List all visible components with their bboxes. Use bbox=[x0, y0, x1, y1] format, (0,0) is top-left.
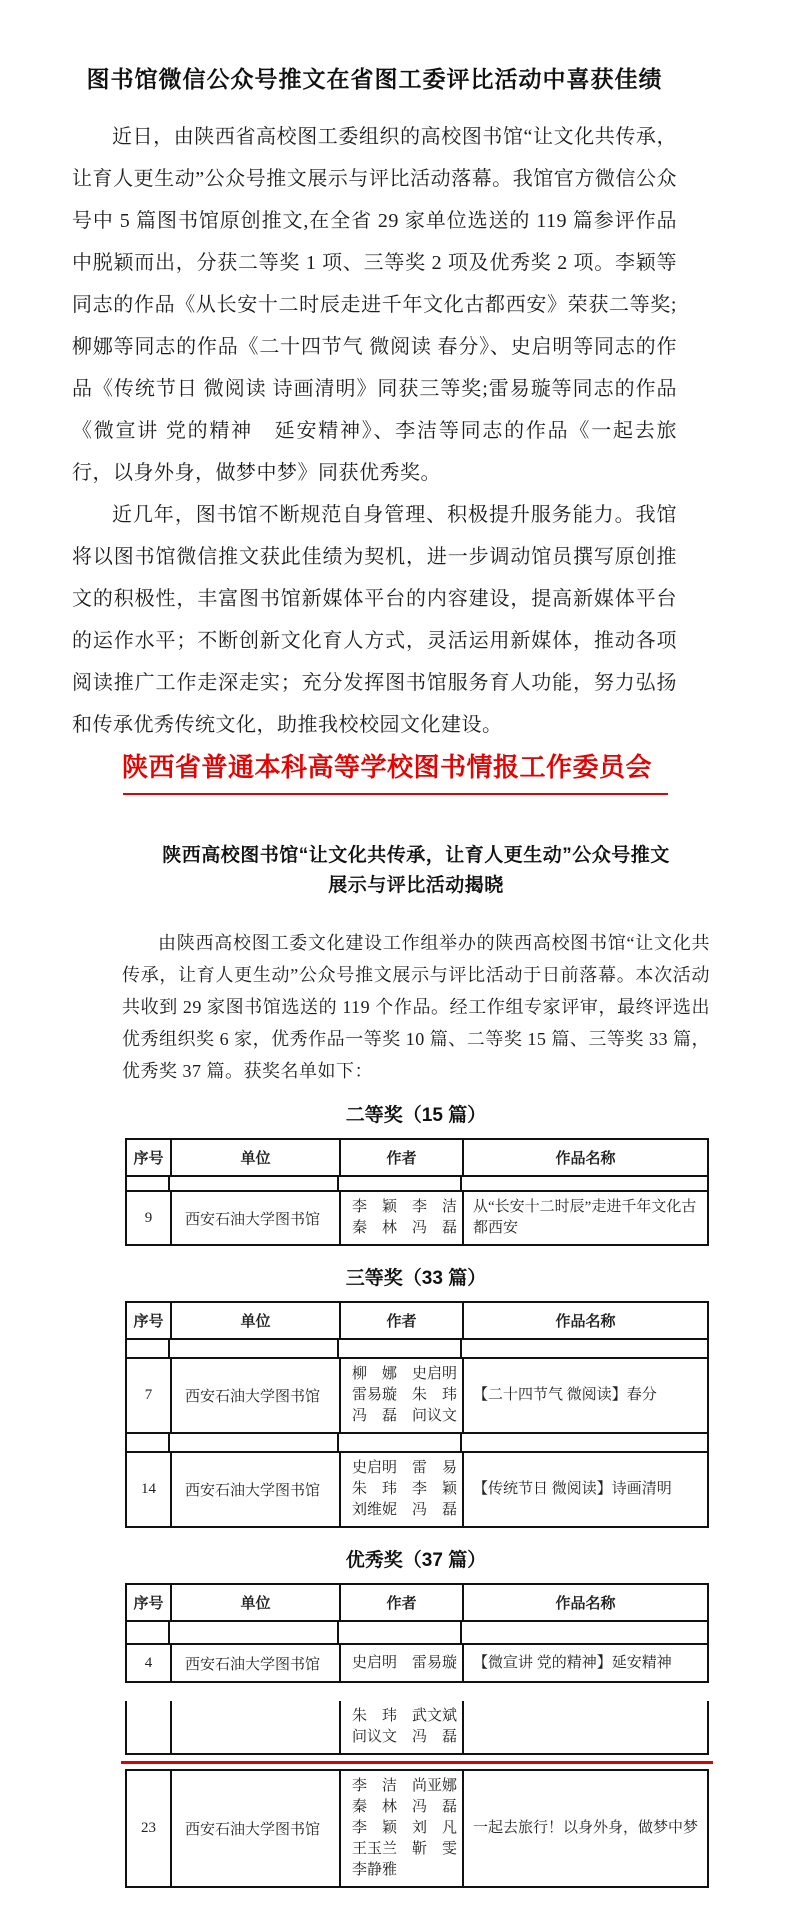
article-paragraph-2: 近几年，图书馆不断规范自身管理、积极提升服务能力。我馆将以图书馆微信推文获此佳绩为契机，进一步调动馆员撰写原创推文的积极性，丰富图书馆新媒体平台的内容建设，提高新媒体平台的运作水平；不断创新文化育人方式，灵活运用新媒体，推动各项阅读推广工作走深走实；充分发挥图书馆服务育人功能，努力弘扬和传承优秀传统文化，助推我校校园文化建设。 bbox=[72, 504, 677, 736]
awards-table-second-prize bbox=[125, 1138, 709, 1246]
col-header-work: 作品名称 bbox=[462, 1585, 707, 1620]
cell-serial: 14 bbox=[141, 1481, 156, 1497]
author-line: 刘维妮 冯 磊 bbox=[352, 1502, 458, 1518]
red-crop-line bbox=[121, 1761, 713, 1764]
author-line: 李 洁 尚亚娜 bbox=[352, 1778, 458, 1794]
cell-authors bbox=[339, 1701, 462, 1753]
announcement-article bbox=[122, 841, 710, 1888]
table-row bbox=[125, 1190, 709, 1246]
table-header-row bbox=[125, 1583, 709, 1622]
article-title: 图书馆微信公众号推文在省图工委评比活动中喜获佳绩 bbox=[86, 66, 663, 92]
author-line: 史启明 雷 易 bbox=[352, 1460, 458, 1476]
cell-unit: 西安石油大学图书馆 bbox=[170, 1359, 339, 1432]
cell-unit: 西安石油大学图书馆 bbox=[170, 1771, 339, 1886]
table-header-row bbox=[125, 1138, 709, 1177]
col-header-unit: 单位 bbox=[170, 1140, 339, 1175]
author-line: 李 颖 刘 凡 bbox=[352, 1820, 458, 1836]
cell-unit: 西安石油大学图书馆 bbox=[170, 1192, 339, 1244]
table-row bbox=[125, 1451, 709, 1528]
committee-signature: 陕西省普通本科高等学校图书情报工作委员会 bbox=[122, 752, 653, 782]
cell-unit: 西安石油大学图书馆 bbox=[170, 1453, 339, 1526]
author-line: 秦 林 冯 磊 bbox=[352, 1220, 458, 1236]
awards-table-excellence-prize bbox=[125, 1583, 709, 1888]
author-line: 秦 林 冯 磊 bbox=[352, 1799, 458, 1815]
table-crop-gap bbox=[125, 1622, 709, 1643]
author-line: 冯 磊 问议文 bbox=[352, 1408, 458, 1424]
col-header-unit: 单位 bbox=[170, 1585, 339, 1620]
cell-unit: 西安石油大学图书馆 bbox=[170, 1645, 339, 1681]
author-line: 朱 玮 武文斌 bbox=[352, 1708, 458, 1724]
red-divider-line bbox=[123, 793, 668, 795]
table-header-row bbox=[125, 1301, 709, 1340]
col-header-work: 作品名称 bbox=[462, 1140, 707, 1175]
announcement-intro: 由陕西高校图工委文化建设工作组举办的陕西高校图书馆“让文化共传承，让育人更生动”公众号推文展示与评比活动于日前落幕。本次活动共收到 29 家图书馆选送的 119 个作品。经工作组专家评审，最终评选出优秀组织奖 6 家，优秀作品一等奖 10 篇、二等奖 15 篇、三等奖 33 篇，优秀奖 37 篇。获奖名单如下： bbox=[122, 933, 710, 1081]
col-header-work: 作品名称 bbox=[462, 1303, 707, 1338]
article-paragraph-1: 近日，由陕西省高校图工委组织的高校图书馆“让文化共传承，让育人更生动”公众号推文展示与评比活动落幕。我馆官方微信公众号中 5 篇图书馆原创推文,在全省 29 家单位选送的 119 篇参评作品中脱颖而出，分获二等奖 1 项、三等奖 2 项及优秀奖 2 项。李颖等同志的作品《从长安十二时辰走进千年文化古都西安》荣获二等奖;柳娜等同志的作品《二十四节气 微阅读 春分》、史启明等同志的作品《传统节日 微阅读 诗画清明》同获三等奖;雷易璇等同志的作品《微宣讲 党的精神 延安精神》、李洁等同志的作品《一起去旅行，以身外身，做梦中梦》同获优秀奖。 bbox=[72, 126, 677, 484]
col-header-serial: 序号 bbox=[133, 1595, 164, 1612]
announcement-title bbox=[122, 841, 710, 901]
cell-work bbox=[462, 1192, 707, 1244]
col-header-author: 作者 bbox=[339, 1585, 462, 1620]
author-line: 李静雅 bbox=[352, 1862, 398, 1878]
award-heading-excellence-prize: 优秀奖（37 篇） bbox=[345, 1550, 487, 1571]
table-crop-gap bbox=[125, 1177, 709, 1190]
cell-work bbox=[462, 1701, 707, 1753]
cell-work bbox=[462, 1771, 707, 1886]
author-line: 雷易璇 朱 玮 bbox=[352, 1387, 458, 1403]
table-crop-gap bbox=[125, 1434, 709, 1451]
cell-serial: 4 bbox=[144, 1654, 153, 1671]
cell-authors bbox=[339, 1645, 462, 1681]
author-line: 柳 娜 史启明 bbox=[352, 1366, 458, 1382]
work-title: 从“长安十二时辰”走进千年文化古都西安 bbox=[473, 1199, 697, 1236]
cell-work bbox=[462, 1645, 707, 1681]
cell-authors bbox=[339, 1453, 462, 1526]
col-header-serial: 序号 bbox=[133, 1150, 164, 1167]
work-title: 【二十四节气 微阅读】春分 bbox=[473, 1387, 657, 1403]
award-heading-second-prize: 二等奖（15 篇） bbox=[345, 1105, 487, 1126]
awards-table-third-prize bbox=[125, 1301, 709, 1528]
cell-work bbox=[462, 1453, 707, 1526]
cell-serial bbox=[127, 1701, 170, 1753]
work-title: 【微宣讲 党的精神】延安精神 bbox=[473, 1654, 672, 1671]
page-break-gap bbox=[125, 1683, 709, 1701]
cell-serial: 9 bbox=[144, 1209, 153, 1226]
award-heading-third-prize: 三等奖（33 篇） bbox=[345, 1268, 487, 1289]
cell-unit bbox=[170, 1701, 339, 1753]
col-header-serial: 序号 bbox=[133, 1313, 164, 1330]
cell-serial: 7 bbox=[144, 1387, 153, 1403]
col-header-author: 作者 bbox=[339, 1303, 462, 1338]
cell-authors bbox=[339, 1359, 462, 1432]
table-row-partial bbox=[125, 1701, 709, 1755]
author-line: 朱 玮 李 颖 bbox=[352, 1481, 458, 1497]
col-header-author: 作者 bbox=[339, 1140, 462, 1175]
table-crop-gap bbox=[125, 1340, 709, 1357]
cell-authors bbox=[339, 1771, 462, 1886]
author-line: 王玉兰 靳 雯 bbox=[352, 1841, 458, 1857]
cell-work bbox=[462, 1359, 707, 1432]
author-line: 问议文 冯 磊 bbox=[352, 1729, 458, 1745]
cell-authors bbox=[339, 1192, 462, 1244]
author-line: 史启明 雷易璇 bbox=[352, 1654, 458, 1671]
work-title: 一起去旅行！以身外身，做梦中梦 bbox=[473, 1820, 699, 1836]
cell-serial: 23 bbox=[141, 1820, 156, 1836]
announcement-title-line2: 展示与评比活动揭晓 bbox=[328, 875, 504, 896]
document-page bbox=[0, 62, 793, 1922]
col-header-unit: 单位 bbox=[170, 1303, 339, 1338]
announcement-title-line1: 陕西高校图书馆“让文化共传承，让育人更生动”公众号推文 bbox=[162, 845, 670, 866]
work-title: 【传统节日 微阅读】诗画清明 bbox=[473, 1481, 672, 1497]
table-row bbox=[125, 1643, 709, 1683]
author-line: 李 颖 李 洁 bbox=[352, 1199, 458, 1215]
table-row bbox=[125, 1769, 709, 1888]
table-row bbox=[125, 1357, 709, 1434]
news-article bbox=[72, 62, 677, 795]
